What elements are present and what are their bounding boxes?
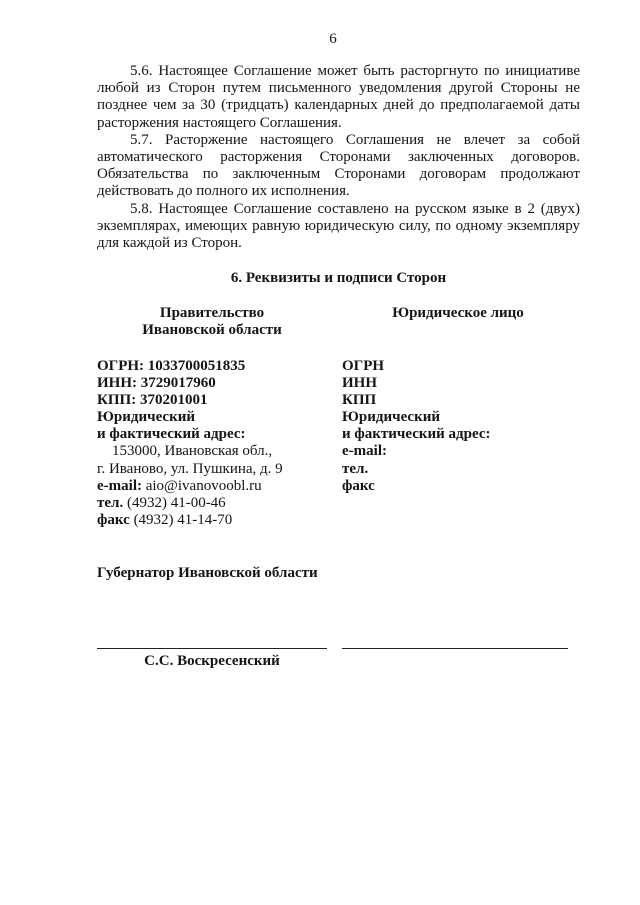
email-label: e-mail: [97,477,142,494]
agreement-clauses [97,63,580,252]
inn-value: 3729017960 [140,374,216,391]
page-number: 6 [329,31,337,47]
fax-label: факс [97,512,130,529]
clause-line: действовать до полного их исполнения. [97,183,350,200]
clause-line: 5.7. Расторжение настоящего Соглашения не влечет за собой [130,131,580,148]
government-details [97,358,337,530]
kpp-label: КПП: [97,391,137,408]
government-title [97,305,327,339]
clause-line: 5.8. Настоящее Соглашение составлено на русском языке в 2 (двух) [130,200,580,217]
address-label-line: Юридический [342,409,440,426]
signatory-position: Губернатор Ивановской области [97,564,318,581]
address-label-line: Юридический [97,409,195,426]
ogrn-value: 1033700051835 [147,357,246,374]
clause-line: позднее чем за 30 (тридцать) календарных дней до предполагаемой даты [97,97,580,114]
clause-5-7 [97,132,580,201]
phone-label: тел. [97,495,124,511]
clause-line: расторжения настоящего Соглашения. [97,114,342,131]
clause-line: экземплярах, имеющих равную юридическую силу, по одному экземпляру [97,217,580,234]
clause-5-6 [97,63,580,132]
phone-line [97,495,337,512]
email-line [97,478,337,495]
clause-line: Обязательства по заключенным Сторонами договорам продолжают [97,166,580,183]
signature-line-right [342,648,568,649]
fax-line [97,512,337,529]
address-line: г. Иваново, ул. Пушкина, д. 9 [97,460,283,477]
government-title-line: Правительство [159,304,265,321]
legal-entity-title-line: Юридическое лицо [392,304,524,321]
phone-value: (4932) 41-00-46 [126,495,226,511]
email-value: aio@ivanovoobl.ru [145,477,262,494]
clause-line: любой из Сторон путем письменного уведомления другой Стороны не [97,80,580,97]
kpp-value: 370201001 [139,391,208,408]
legal-entity-title [342,305,574,322]
ogrn-line [97,358,337,375]
clause-line: 5.6. Настоящее Соглашение может быть расторгнуто по инициативе [130,63,580,79]
fax-value: (4932) 41-14-70 [133,512,233,529]
fax-label: факс [342,477,375,494]
address-label-line: и фактический адрес: [97,426,246,443]
email-label: e-mail: [342,443,387,460]
address-line: 153000, Ивановская обл., [112,443,273,460]
kpp-label: КПП [342,391,377,408]
address-label-line: и фактический адрес: [342,426,491,443]
ogrn-label: ОГРН: [97,357,145,374]
inn-label: ИНН: [97,374,137,391]
ogrn-label: ОГРН [342,357,385,374]
inn-label: ИНН [342,374,378,391]
signatory-name: С.С. Воскресенский [144,652,280,669]
section-heading: 6. Реквизиты и подписи Сторон [230,269,447,286]
kpp-line [97,392,337,409]
clause-line: автоматического расторжения Сторонами заключенных договоров. [97,148,580,165]
clause-line: для каждой из Сторон. [97,234,242,251]
government-title-line: Ивановской области [142,321,282,338]
inn-line [97,375,337,392]
clause-5-8 [97,201,580,253]
legal-entity-details [342,358,574,496]
phone-label: тел. [342,460,369,477]
signature-line-left [97,648,327,649]
